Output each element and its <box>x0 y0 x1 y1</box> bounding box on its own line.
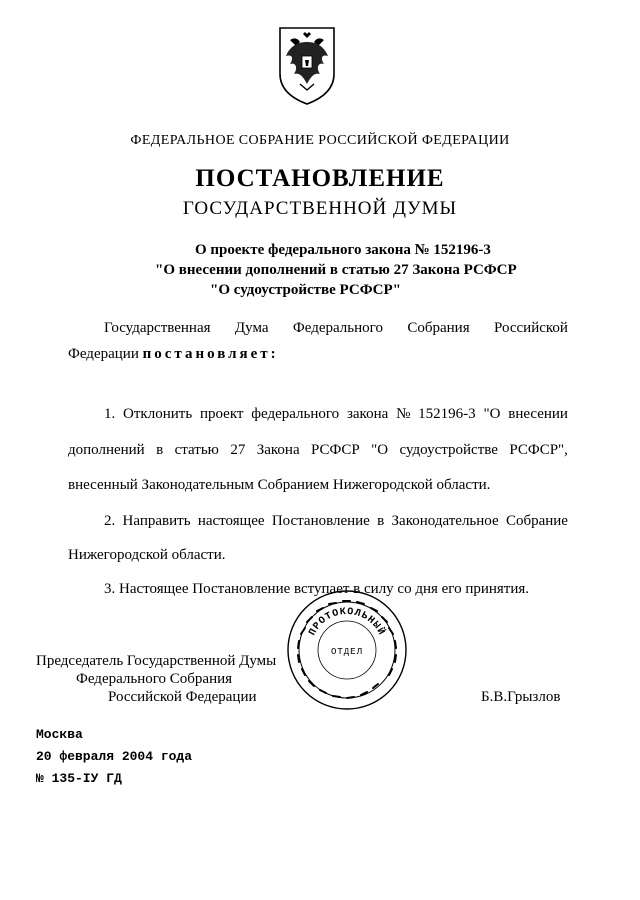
item-2-line-1 <box>104 513 568 530</box>
signatory-name: Б.В.Грызлов <box>481 689 561 705</box>
word: настоящее <box>197 513 265 529</box>
preamble-resolves: постановляет: <box>142 346 279 362</box>
document-title: ПОСТАНОВЛЕНИЕ <box>195 165 445 192</box>
about-line-2: "О внесении дополнений в статью 27 Закона РСФСР <box>155 262 517 278</box>
word: федерального <box>251 406 340 422</box>
signature-line-3: Российской Федерации <box>108 689 257 705</box>
signature-line-2: Федерального Собрания <box>76 671 233 687</box>
item-3: 3. Настоящее Постановление вступает в силу со дня его принятия. <box>104 581 530 597</box>
stamp-seal-icon <box>285 588 409 712</box>
word: РСФСР <box>311 442 360 458</box>
footer-number: № 135-IУ ГД <box>36 771 122 786</box>
word: в <box>156 442 164 458</box>
word: 2. <box>104 513 116 529</box>
item-1-line-3: внесенный Законодательным Собранием Нижегородской области. <box>68 477 491 493</box>
item-1-line-1 <box>104 406 568 423</box>
preamble-word: Федерального <box>292 320 383 336</box>
assembly-name: ФЕДЕРАЛЬНОЕ СОБРАНИЕ РОССИЙСКОЙ ФЕДЕРАЦИИ <box>130 133 510 148</box>
footer-date: 20 февраля 2004 года <box>36 749 193 764</box>
preamble-line-2 <box>68 346 279 363</box>
about-line-1: О проекте федерального закона № 152196-3 <box>195 242 491 258</box>
word: Собрание <box>505 513 568 529</box>
word: Направить <box>122 513 191 529</box>
document-subtitle: ГОСУДАРСТВЕННОЙ ДУМЫ <box>182 198 458 219</box>
word: внесении <box>508 406 568 422</box>
preamble-word: Дума <box>234 320 269 336</box>
word: "О <box>371 442 389 458</box>
preamble-line-1 <box>104 320 568 337</box>
preamble-word: Российской <box>494 320 568 336</box>
coat-of-arms-icon <box>276 24 338 106</box>
preamble-word: Государственная <box>104 320 211 336</box>
word: 1. <box>104 406 116 422</box>
word: Постановление <box>271 513 370 529</box>
word: статью <box>174 442 219 458</box>
word: в <box>377 513 385 529</box>
footer-city: Москва <box>36 727 83 742</box>
stamp-center-text: ОТДЕЛ <box>330 647 364 657</box>
word: судоустройстве <box>399 442 498 458</box>
word: РСФСР", <box>509 442 568 458</box>
word: проект <box>199 406 244 422</box>
item-1-line-2 <box>68 442 568 459</box>
word: "О <box>483 406 501 422</box>
word: дополнений <box>68 442 145 458</box>
word: закона <box>346 406 389 422</box>
preamble-word: Собрания <box>407 320 470 336</box>
word: Отклонить <box>123 406 193 422</box>
signature-line-1: Председатель Государственной Думы <box>36 653 277 669</box>
item-2-line-2: Нижегородской области. <box>68 547 226 563</box>
about-line-3: "О судоустройстве РСФСР" <box>210 282 401 298</box>
preamble-federation: Федерации <box>68 346 139 362</box>
stamp-inner-text: ПРОТОКОЛЬНЫЙ <box>307 606 387 638</box>
word: Закона <box>256 442 300 458</box>
word: 27 <box>230 442 246 458</box>
word: 152196-3 <box>418 406 476 422</box>
word: Законодательное <box>391 513 499 529</box>
word: № <box>396 406 411 422</box>
